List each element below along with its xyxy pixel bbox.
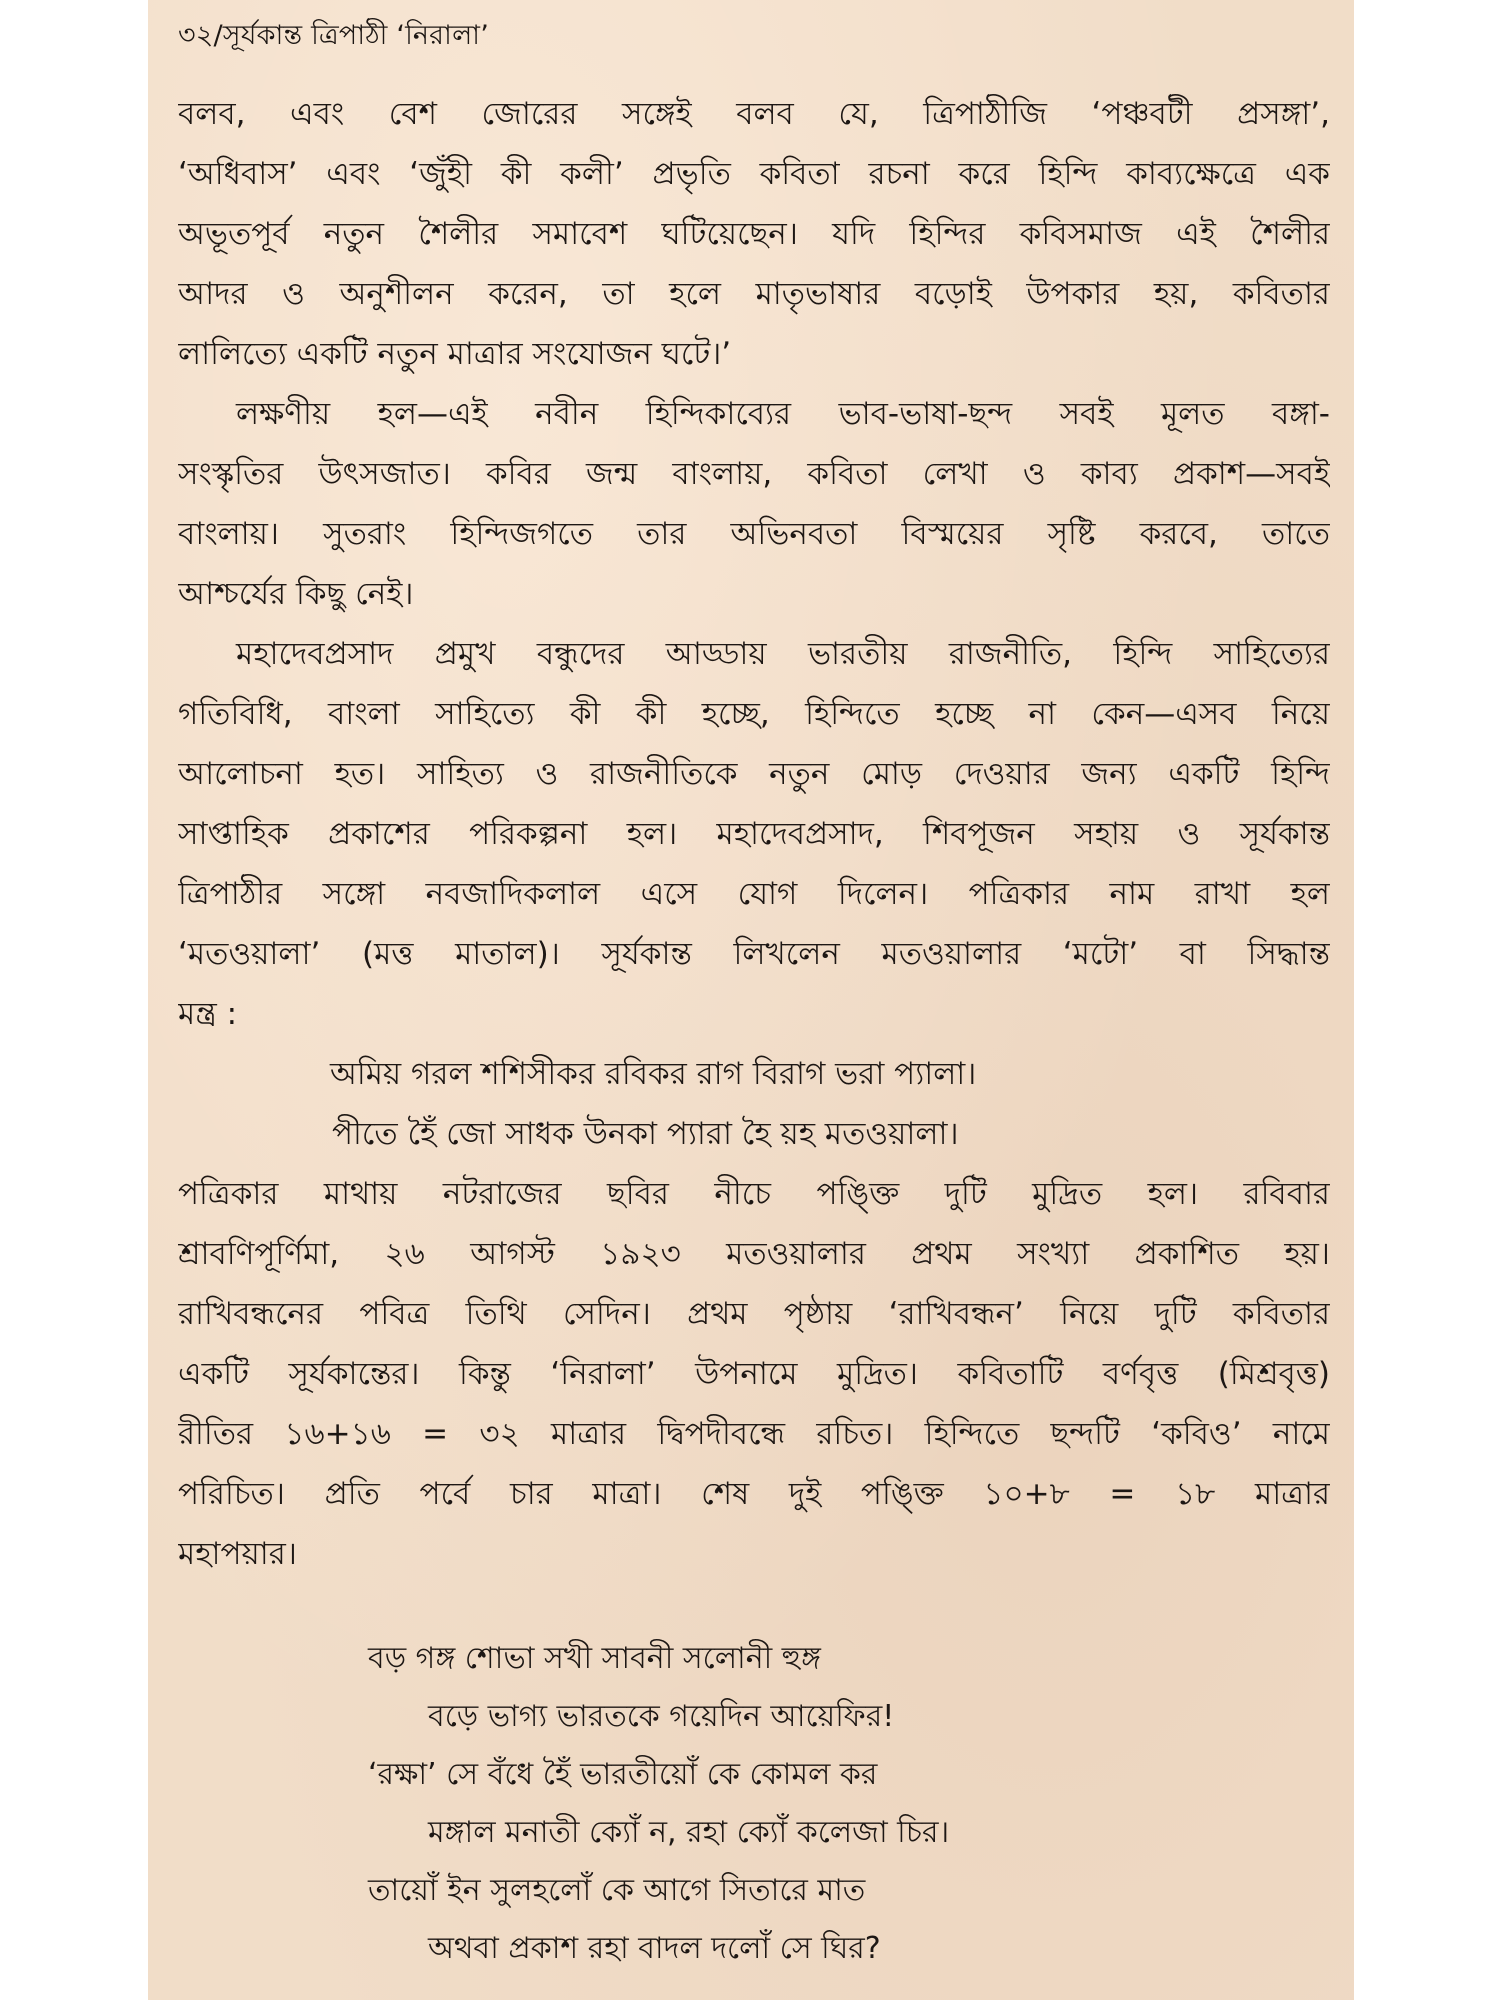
rakhi-poem xyxy=(178,1630,1330,1978)
text-line: পরিচিত। প্রতি পর্বে চার মাত্রা। শেষ দুই পঙ্ক্তি ১০+৮ = ১৮ মাত্রার xyxy=(178,1476,1330,1512)
poem-line: তায়োঁ ইন সুলহলোঁ কে আগে সিতারে মাত xyxy=(368,1873,866,1908)
text-line: মহাদেবপ্রসাদ প্রমুখ বন্ধুদের আড্ডায় ভারতীয় রাজনীতি, হিন্দি সাহিত্যের xyxy=(236,636,1330,672)
text-line: শ্রাবণিপূর্ণিমা, ২৬ আগস্ট ১৯২৩ মতওয়ালার প্রথম সংখ্যা প্রকাশিত হয়। xyxy=(178,1236,1330,1272)
text-line: বলব, এবং বেশ জোরের সঙ্গেই বলব যে, ত্রিপাঠীজি ‘পঞ্চবটী প্রসঙ্গা’, xyxy=(178,96,1330,132)
text-line: আলোচনা হত। সাহিত্য ও রাজনীতিকে নতুন মোড় দেওয়ার জন্য একটি হিন্দি xyxy=(178,756,1330,792)
text-line: সংস্কৃতির উৎসজাত। কবির জন্ম বাংলায়, কবিতা লেখা ও কাব্য প্রকাশ—সবই xyxy=(178,456,1330,492)
text-line: আশ্চর্যের কিছু নেই। xyxy=(178,576,414,612)
paragraph xyxy=(178,384,1330,624)
text-line: বাংলায়। সুতরাং হিন্দিজগতে তার অভিনবতা বিস্ময়ের সৃষ্টি করবে, তাতে xyxy=(178,516,1330,552)
text-line: লক্ষণীয় হল—এই নবীন হিন্দিকাব্যের ভাব-ভাষা-ছন্দ সবই মূলত বঙ্গা- xyxy=(236,396,1330,432)
text-line: রাখিবন্ধনের পবিত্র তিথি সেদিন। প্রথম পৃষ্ঠায় ‘রাখিবন্ধন’ নিয়ে দুটি কবিতার xyxy=(178,1296,1330,1332)
text-line: অভূতপূর্ব নতুন শৈলীর সমাবেশ ঘটিয়েছেন। যদি হিন্দির কবিসমাজ এই শৈলীর xyxy=(178,216,1330,252)
text-line: মহাপয়ার। xyxy=(178,1536,297,1572)
paragraph xyxy=(178,84,1330,384)
text-line: আদর ও অনুশীলন করেন, তা হলে মাতৃভাষার বড়োই উপকার হয়, কবিতার xyxy=(178,276,1330,312)
text-line: রীতির ১৬+১৬ = ৩২ মাত্রার দ্বিপদীবন্ধে রচিত। হিন্দিতে ছন্দটি ‘কবিও’ নামে xyxy=(178,1416,1330,1452)
poem-line: বড়ে ভাগ্য ভারতকে গয়েদিন আয়েফির! xyxy=(428,1699,895,1734)
poem-line: অথবা প্রকাশ রহা বাদল দলোঁ সে ঘির? xyxy=(428,1931,881,1966)
running-head: ৩২/সূর্যকান্ত ত্রিপাঠী ‘নিরালা’ xyxy=(178,20,489,51)
poem-line: বড় গঙ্গ শোভা সখী সাবনী সলোনী হুঙ্গ xyxy=(368,1641,821,1676)
motto-verse xyxy=(178,1044,1330,1164)
text-line: লালিত্যে একটি নতুন মাত্রার সংযোজন ঘটে।’ xyxy=(178,336,732,372)
text-line: ‘মতওয়ালা’ (মত্ত মাতাল)। সূর্যকান্ত লিখলেন মতওয়ালার ‘মটো’ বা সিদ্ধান্ত xyxy=(178,936,1330,972)
paragraph xyxy=(178,624,1330,1044)
verse-line: পীতে হৈঁ জো সাধক উনকা প্যারা হৈ য়হ মতওয়ালা। xyxy=(332,1116,959,1152)
poem-line: মঙ্গাল মনাতী ক্যোঁ ন, রহা ক্যোঁ কলেজা চির। xyxy=(428,1815,950,1850)
text-line: মন্ত্র : xyxy=(178,996,238,1032)
poem-line: ‘রক্ষা’ সে বঁধে হৈঁ ভারতীয়োঁ কে কোমল কর xyxy=(368,1757,878,1792)
text-line: ‘অধিবাস’ এবং ‘জুঁহী কী কলী’ প্রভৃতি কবিতা রচনা করে হিন্দি কাব্যক্ষেত্রে এক xyxy=(178,156,1330,192)
text-line: একটি সূর্যকান্তের। কিন্তু ‘নিরালা’ উপনামে মুদ্রিত। কবিতাটি বর্ণবৃত্ত (মিশ্রবৃত্ত) xyxy=(178,1356,1330,1392)
paragraph xyxy=(178,1164,1330,1584)
book-page xyxy=(148,0,1354,2000)
verse-line: অমিয় গরল শশিসীকর রবিকর রাগ বিরাগ ভরা প্যালা। xyxy=(330,1056,977,1092)
text-line: সাপ্তাহিক প্রকাশের পরিকল্পনা হল। মহাদেবপ্রসাদ, শিবপূজন সহায় ও সূর্যকান্ত xyxy=(178,816,1330,852)
text-line: গতিবিধি, বাংলা সাহিত্যে কী কী হচ্ছে, হিন্দিতে হচ্ছে না কেন—এসব নিয়ে xyxy=(178,696,1330,732)
text-line: পত্রিকার মাথায় নটরাজের ছবির নীচে পঙ্ক্তি দুটি মুদ্রিত হল। রবিবার xyxy=(178,1176,1330,1212)
text-line: ত্রিপাঠীর সঙ্গো নবজাদিকলাল এসে যোগ দিলেন। পত্রিকার নাম রাখা হল xyxy=(178,876,1330,912)
body-text xyxy=(178,84,1330,1584)
